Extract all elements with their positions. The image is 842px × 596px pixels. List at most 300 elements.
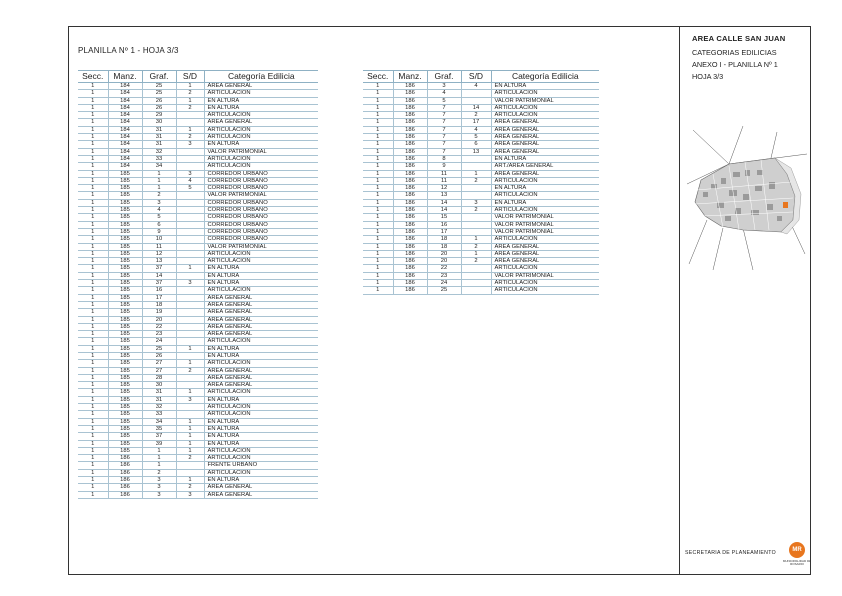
- cell-sd: [461, 280, 491, 287]
- cell-sd: [461, 287, 491, 294]
- cell-manz: 186: [393, 199, 427, 206]
- cell-categoria: ARTICULACION: [491, 265, 599, 272]
- cell-manz: 185: [108, 396, 142, 403]
- cell-manz: 186: [108, 484, 142, 491]
- cell-secc: 1: [78, 287, 108, 294]
- table-row: [363, 126, 599, 133]
- cell-secc: 1: [78, 491, 108, 498]
- cell-manz: 185: [108, 199, 142, 206]
- cell-sd: 4: [461, 83, 491, 90]
- table-row: [363, 250, 599, 257]
- cell-graf: 22: [142, 323, 176, 330]
- cell-sd: 4: [176, 177, 204, 184]
- cell-categoria: AREA GENERAL: [491, 170, 599, 177]
- table-row: [363, 163, 599, 170]
- cell-categoria: EN ALTURA: [204, 440, 318, 447]
- cell-sd: 2: [176, 484, 204, 491]
- cell-manz: 185: [108, 404, 142, 411]
- cell-categoria: CORREDOR URBANO: [204, 221, 318, 228]
- area-title: AREA CALLE SAN JUAN: [692, 34, 786, 43]
- cell-secc: 1: [363, 163, 393, 170]
- cell-manz: 186: [393, 119, 427, 126]
- table-row: [363, 258, 599, 265]
- cell-manz: 185: [108, 207, 142, 214]
- cell-graf: 31: [142, 389, 176, 396]
- table-row: [78, 389, 318, 396]
- table-row: [363, 243, 599, 250]
- cell-secc: 1: [78, 316, 108, 323]
- cell-manz: 186: [393, 258, 427, 265]
- cell-categoria: ARTICULACION: [204, 112, 318, 119]
- cell-categoria: ARTICULACION: [204, 455, 318, 462]
- cell-categoria: EN ALTURA: [204, 396, 318, 403]
- col-header-secc: Secc.: [78, 71, 108, 83]
- cell-sd: [176, 352, 204, 359]
- cell-secc: 1: [363, 170, 393, 177]
- cell-categoria: ARTICULACION: [204, 134, 318, 141]
- table-row: [363, 221, 599, 228]
- cell-categoria: CORREDOR URBANO: [204, 177, 318, 184]
- table-row: [78, 287, 318, 294]
- cell-categoria: EN ALTURA: [491, 199, 599, 206]
- cell-categoria: CORREDOR URBANO: [204, 228, 318, 235]
- cell-categoria: VALOR PATRIMONIAL: [491, 272, 599, 279]
- table-row: [78, 177, 318, 184]
- cell-manz: 186: [393, 236, 427, 243]
- table-header-row: [78, 71, 318, 83]
- cell-categoria: AREA GENERAL: [491, 258, 599, 265]
- cell-graf: 11: [427, 170, 461, 177]
- cell-manz: 186: [393, 141, 427, 148]
- cell-sd: 3: [176, 170, 204, 177]
- table-row: [363, 228, 599, 235]
- cell-graf: 3: [142, 477, 176, 484]
- cell-secc: 1: [78, 134, 108, 141]
- cell-manz: 186: [393, 112, 427, 119]
- cell-manz: 186: [393, 287, 427, 294]
- table-row: [363, 170, 599, 177]
- cell-manz: 186: [393, 170, 427, 177]
- table-row: [363, 214, 599, 221]
- cell-sd: [176, 462, 204, 469]
- cell-categoria: AREA GENERAL: [204, 294, 318, 301]
- cell-sd: 5: [461, 134, 491, 141]
- cell-sd: 2: [176, 367, 204, 374]
- table-row: [78, 345, 318, 352]
- table-row: [363, 185, 599, 192]
- cell-manz: 184: [108, 90, 142, 97]
- table-row: [78, 433, 318, 440]
- cell-sd: [176, 199, 204, 206]
- cell-sd: [176, 301, 204, 308]
- table-row: [78, 141, 318, 148]
- table-row: [363, 97, 599, 104]
- cell-secc: 1: [78, 309, 108, 316]
- table-row: [78, 207, 318, 214]
- cell-sd: 2: [461, 112, 491, 119]
- table-row: [78, 243, 318, 250]
- cell-graf: 7: [427, 104, 461, 111]
- panel-line-categorias: CATEGORIAS EDILICIAS: [692, 48, 777, 57]
- cell-manz: 185: [108, 433, 142, 440]
- cell-manz: 186: [108, 477, 142, 484]
- cell-sd: 2: [461, 207, 491, 214]
- cell-categoria: EN ALTURA: [491, 185, 599, 192]
- cell-secc: 1: [363, 258, 393, 265]
- table-row: [78, 352, 318, 359]
- cell-categoria: FRENTE URBANO: [204, 462, 318, 469]
- cell-sd: [176, 155, 204, 162]
- cell-sd: 1: [176, 389, 204, 396]
- cell-manz: 186: [393, 83, 427, 90]
- cell-sd: [176, 411, 204, 418]
- cell-categoria: EN ALTURA: [204, 477, 318, 484]
- cell-sd: 2: [176, 455, 204, 462]
- cell-manz: 184: [108, 126, 142, 133]
- category-table-right: [363, 70, 599, 295]
- cell-categoria: VALOR PATRIMONIAL: [204, 243, 318, 250]
- cell-secc: 1: [78, 126, 108, 133]
- cell-sd: [176, 316, 204, 323]
- cell-sd: 13: [461, 148, 491, 155]
- cell-secc: 1: [363, 265, 393, 272]
- cell-sd: 1: [176, 425, 204, 432]
- cell-secc: 1: [78, 301, 108, 308]
- cell-graf: 30: [142, 119, 176, 126]
- cell-graf: 4: [427, 90, 461, 97]
- table-row: [78, 258, 318, 265]
- cell-categoria: AREA GENERAL: [491, 134, 599, 141]
- cell-categoria: ARTICULACION: [491, 236, 599, 243]
- cell-sd: [461, 192, 491, 199]
- cell-graf: 5: [427, 97, 461, 104]
- cell-graf: 24: [142, 338, 176, 345]
- cell-secc: 1: [78, 396, 108, 403]
- cell-secc: 1: [78, 294, 108, 301]
- cell-categoria: ARTICULACION: [491, 112, 599, 119]
- cell-sd: 2: [176, 134, 204, 141]
- cell-sd: 2: [461, 258, 491, 265]
- cell-sd: [461, 272, 491, 279]
- panel-divider: [679, 26, 680, 575]
- cell-secc: 1: [78, 90, 108, 97]
- table-header-row: [363, 71, 599, 83]
- cell-graf: 14: [427, 199, 461, 206]
- cell-sd: [176, 258, 204, 265]
- table-row: [78, 367, 318, 374]
- location-map: [683, 124, 809, 272]
- col-header-manz: Manz.: [108, 71, 142, 83]
- table-row: [78, 418, 318, 425]
- cell-categoria: ARTICULACION: [491, 287, 599, 294]
- table-row: [78, 447, 318, 454]
- cell-graf: 23: [142, 331, 176, 338]
- cell-categoria: ARTICULACION: [491, 177, 599, 184]
- cell-manz: 185: [108, 323, 142, 330]
- table-row: [78, 491, 318, 498]
- table-row: [78, 104, 318, 111]
- cell-manz: 184: [108, 141, 142, 148]
- cell-secc: 1: [363, 207, 393, 214]
- cell-sd: [176, 192, 204, 199]
- cell-graf: 25: [142, 83, 176, 90]
- cell-graf: 5: [142, 214, 176, 221]
- table-row: [78, 396, 318, 403]
- cell-categoria: ARTICULACION: [204, 155, 318, 162]
- cell-sd: 3: [176, 396, 204, 403]
- cell-categoria: ARTICULACION: [204, 287, 318, 294]
- cell-categoria: CORREDOR URBANO: [204, 199, 318, 206]
- cell-sd: [176, 250, 204, 257]
- cell-graf: 25: [142, 90, 176, 97]
- cell-graf: 2: [142, 469, 176, 476]
- table-row: [78, 301, 318, 308]
- cell-sd: [176, 382, 204, 389]
- col-header-categoria: Categoría Edilicia: [491, 71, 599, 83]
- cell-graf: 32: [142, 148, 176, 155]
- cell-secc: 1: [78, 382, 108, 389]
- panel-line-hoja: HOJA 3/3: [692, 72, 724, 81]
- cell-manz: 186: [393, 90, 427, 97]
- cell-sd: 1: [176, 433, 204, 440]
- cell-sd: [461, 155, 491, 162]
- cell-secc: 1: [363, 97, 393, 104]
- cell-secc: 1: [78, 192, 108, 199]
- cell-categoria: ARTICULACION: [204, 338, 318, 345]
- cell-graf: 25: [427, 287, 461, 294]
- cell-manz: 185: [108, 345, 142, 352]
- cell-graf: 27: [142, 360, 176, 367]
- cell-graf: 31: [142, 141, 176, 148]
- cell-categoria: CORREDOR URBANO: [204, 214, 318, 221]
- cell-secc: 1: [78, 199, 108, 206]
- cell-categoria: EN ALTURA: [204, 104, 318, 111]
- cell-graf: 3: [142, 491, 176, 498]
- cell-categoria: EN ALTURA: [204, 141, 318, 148]
- cell-sd: 5: [176, 185, 204, 192]
- cell-manz: 184: [108, 97, 142, 104]
- cell-sd: [461, 185, 491, 192]
- cell-secc: 1: [363, 192, 393, 199]
- col-header-secc: Secc.: [363, 71, 393, 83]
- cell-secc: 1: [78, 155, 108, 162]
- cell-manz: 185: [108, 221, 142, 228]
- cell-graf: 26: [142, 97, 176, 104]
- cell-secc: 1: [78, 323, 108, 330]
- cell-graf: 4: [142, 207, 176, 214]
- cell-secc: 1: [363, 112, 393, 119]
- cell-manz: 186: [393, 250, 427, 257]
- cell-manz: 186: [393, 214, 427, 221]
- cell-categoria: ARTICULACION: [204, 360, 318, 367]
- cell-graf: 9: [427, 163, 461, 170]
- cell-manz: 185: [108, 272, 142, 279]
- cell-secc: 1: [78, 418, 108, 425]
- cell-graf: 18: [427, 243, 461, 250]
- cell-graf: 17: [427, 228, 461, 235]
- panel-line-anexo: ANEXO I - PLANILLA Nº 1: [692, 60, 778, 69]
- table-row: [78, 455, 318, 462]
- cell-manz: 186: [393, 185, 427, 192]
- cell-graf: 3: [427, 83, 461, 90]
- cell-categoria: AREA GENERAL: [204, 374, 318, 381]
- table-row: [78, 221, 318, 228]
- cell-graf: 7: [427, 119, 461, 126]
- cell-secc: 1: [78, 265, 108, 272]
- cell-manz: 186: [108, 469, 142, 476]
- cell-secc: 1: [363, 155, 393, 162]
- cell-categoria: AREA GENERAL: [491, 243, 599, 250]
- cell-manz: 185: [108, 316, 142, 323]
- cell-categoria: EN ALTURA: [204, 418, 318, 425]
- table-row: [363, 199, 599, 206]
- cell-categoria: VALOR PATRIMONIAL: [491, 97, 599, 104]
- cell-secc: 1: [363, 214, 393, 221]
- cell-secc: 1: [363, 228, 393, 235]
- cell-categoria: CORREDOR URBANO: [204, 170, 318, 177]
- table-row: [363, 177, 599, 184]
- cell-categoria: EN ALTURA: [204, 265, 318, 272]
- cell-manz: 185: [108, 258, 142, 265]
- cell-secc: 1: [363, 90, 393, 97]
- cell-manz: 184: [108, 163, 142, 170]
- cell-secc: 1: [363, 221, 393, 228]
- cell-secc: 1: [78, 352, 108, 359]
- cell-secc: 1: [78, 389, 108, 396]
- cell-graf: 1: [142, 447, 176, 454]
- cell-graf: 8: [427, 155, 461, 162]
- cell-secc: 1: [363, 280, 393, 287]
- cell-sd: 3: [176, 141, 204, 148]
- cell-secc: 1: [78, 469, 108, 476]
- cell-graf: 28: [142, 374, 176, 381]
- cell-categoria: AREA GENERAL: [204, 301, 318, 308]
- cell-manz: 185: [108, 192, 142, 199]
- cell-manz: 186: [108, 491, 142, 498]
- cell-sd: 1: [461, 170, 491, 177]
- cell-secc: 1: [78, 185, 108, 192]
- cell-graf: 9: [142, 228, 176, 235]
- cell-graf: 34: [142, 163, 176, 170]
- cell-graf: 11: [427, 177, 461, 184]
- table-row: [363, 148, 599, 155]
- cell-secc: 1: [78, 119, 108, 126]
- cell-sd: [176, 309, 204, 316]
- cell-sd: [176, 338, 204, 345]
- logo-caption: MUNICIPALIDAD DE ROSARIO: [782, 559, 812, 567]
- cell-categoria: EN ALTURA: [204, 280, 318, 287]
- cell-sd: [176, 374, 204, 381]
- cell-secc: 1: [363, 119, 393, 126]
- cell-secc: 1: [363, 250, 393, 257]
- cell-manz: 186: [393, 177, 427, 184]
- table-row: [78, 477, 318, 484]
- cell-secc: 1: [78, 338, 108, 345]
- cell-graf: 37: [142, 265, 176, 272]
- cell-secc: 1: [78, 272, 108, 279]
- table-row: [78, 214, 318, 221]
- cell-secc: 1: [78, 374, 108, 381]
- cell-secc: 1: [78, 104, 108, 111]
- cell-secc: 1: [363, 177, 393, 184]
- table-row: [78, 411, 318, 418]
- cell-manz: 185: [108, 243, 142, 250]
- cell-graf: 16: [142, 287, 176, 294]
- cell-sd: [176, 119, 204, 126]
- table-row: [78, 134, 318, 141]
- cell-secc: 1: [363, 104, 393, 111]
- table-row: [363, 90, 599, 97]
- cell-graf: 11: [142, 243, 176, 250]
- cell-sd: 3: [176, 491, 204, 498]
- cell-manz: 186: [393, 126, 427, 133]
- cell-graf: 26: [142, 352, 176, 359]
- cell-manz: 185: [108, 170, 142, 177]
- cell-sd: [176, 228, 204, 235]
- cell-sd: 1: [176, 447, 204, 454]
- cell-sd: 2: [176, 104, 204, 111]
- cell-graf: 7: [427, 141, 461, 148]
- cell-categoria: AREA GENERAL: [204, 484, 318, 491]
- cell-secc: 1: [78, 97, 108, 104]
- cell-manz: 185: [108, 236, 142, 243]
- cell-secc: 1: [78, 214, 108, 221]
- cell-graf: 10: [142, 236, 176, 243]
- cell-secc: 1: [78, 477, 108, 484]
- cell-manz: 186: [393, 104, 427, 111]
- cell-categoria: EN ALTURA: [204, 272, 318, 279]
- cell-secc: 1: [78, 433, 108, 440]
- cell-categoria: ARTICULACION: [204, 126, 318, 133]
- cell-manz: 186: [393, 207, 427, 214]
- cell-graf: 37: [142, 433, 176, 440]
- table-row: [78, 360, 318, 367]
- cell-categoria: AREA GENERAL: [204, 309, 318, 316]
- cell-secc: 1: [363, 287, 393, 294]
- cell-categoria: VALOR PATRIMONIAL: [491, 214, 599, 221]
- cell-secc: 1: [78, 83, 108, 90]
- cell-secc: 1: [363, 148, 393, 155]
- cell-graf: 7: [427, 134, 461, 141]
- table-row: [78, 155, 318, 162]
- cell-sd: [176, 112, 204, 119]
- table-row: [78, 331, 318, 338]
- cell-manz: 185: [108, 418, 142, 425]
- cell-categoria: AREA GENERAL: [204, 367, 318, 374]
- municipality-logo-icon: MR: [789, 542, 805, 558]
- cell-graf: 18: [142, 301, 176, 308]
- cell-graf: 18: [427, 236, 461, 243]
- cell-manz: 185: [108, 287, 142, 294]
- cell-graf: 20: [427, 258, 461, 265]
- cell-categoria: ARTICULACION: [204, 163, 318, 170]
- cell-manz: 185: [108, 214, 142, 221]
- cell-graf: 22: [427, 265, 461, 272]
- cell-sd: 1: [176, 126, 204, 133]
- cell-secc: 1: [363, 83, 393, 90]
- cell-sd: [176, 236, 204, 243]
- table-row: [78, 228, 318, 235]
- table-row: [78, 338, 318, 345]
- table-row: [78, 119, 318, 126]
- cell-sd: 1: [176, 440, 204, 447]
- cell-secc: 1: [78, 411, 108, 418]
- table-row: [363, 104, 599, 111]
- cell-graf: 14: [427, 207, 461, 214]
- cell-graf: 31: [142, 126, 176, 133]
- cell-categoria: AREA GENERAL: [491, 126, 599, 133]
- cell-sd: [461, 221, 491, 228]
